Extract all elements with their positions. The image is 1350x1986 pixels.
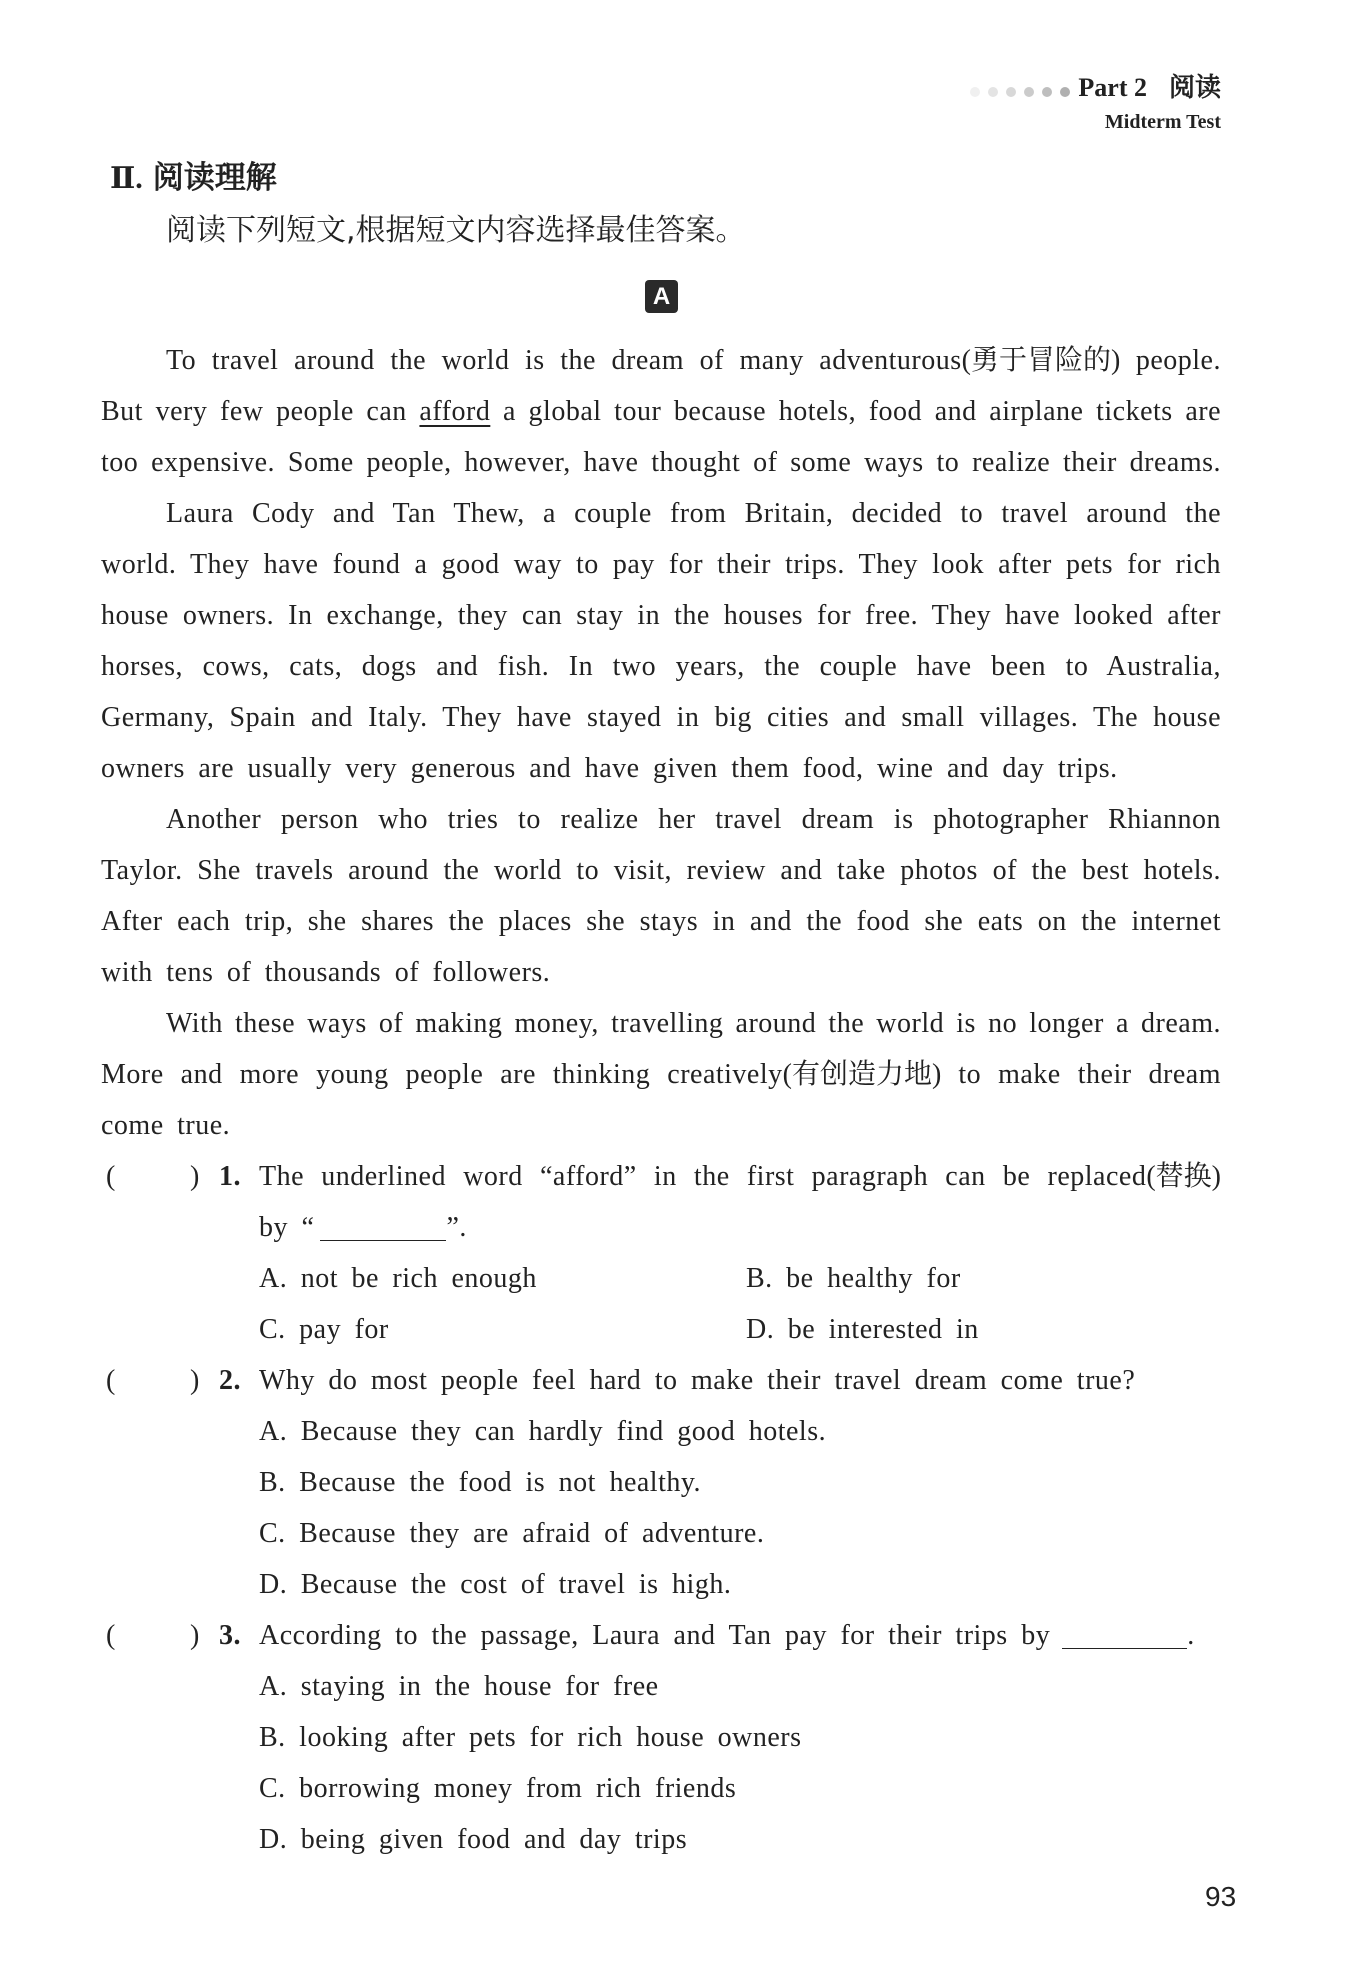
passage-line	[0, 998, 1350, 1049]
question-2	[0, 1355, 1350, 1610]
passage-line	[0, 1049, 1350, 1100]
question-stem-row	[0, 1151, 1350, 1202]
passage-line-text	[166, 335, 1221, 386]
question-1	[0, 1151, 1350, 1355]
question-text	[259, 1151, 1221, 1202]
passage-line-text: come true.	[101, 1110, 231, 1141]
header-section-label: 阅读	[1168, 73, 1221, 103]
page-header	[970, 72, 1221, 104]
section-title: 阅读理解	[152, 160, 277, 196]
passage-line-text: With these ways of making money, travelling around the world is no longer a dream.	[166, 1008, 1221, 1039]
circle-dot-icon	[1060, 87, 1070, 97]
paragraph	[0, 998, 1350, 1151]
line-text: a global tour because hotels, food and airplane tickets are	[490, 396, 1221, 427]
passage-line-text: Taylor. She travels around the world to visit, review and take photos of the best hotels.	[101, 855, 1221, 886]
passage-line	[0, 794, 1350, 845]
options-row	[0, 1814, 1350, 1865]
options-row	[0, 1406, 1350, 1457]
line-text: people.	[1120, 345, 1221, 376]
passage-line-text	[101, 1049, 1221, 1100]
options-row	[0, 1253, 1350, 1304]
header-subtitle: Midterm Test	[1104, 111, 1221, 133]
header-ornament	[970, 74, 1070, 106]
question-3	[0, 1610, 1350, 1865]
passage-line	[0, 437, 1350, 488]
section-instruction: 阅读下列短文,根据短文内容选择最佳答案。	[166, 213, 746, 248]
passage-line-text: owners are usually very generous and have given them food, wine and day trips.	[101, 753, 1118, 784]
passage-line	[0, 896, 1350, 947]
circle-dot-icon	[1006, 87, 1016, 97]
passage-line	[0, 590, 1350, 641]
answer-bracket-close: )	[190, 1161, 200, 1192]
passage-line-text: too expensive. Some people, however, have thought of some ways to realize their dreams.	[101, 447, 1221, 478]
passage-line-text: horses, cows, cats, dogs and fish. In two years, the couple have been to Australia,	[101, 651, 1221, 682]
passage-line	[0, 335, 1350, 386]
paragraph	[0, 335, 1350, 488]
options-row	[0, 1508, 1350, 1559]
passage-line	[0, 488, 1350, 539]
passage-line	[0, 386, 1350, 437]
option-d: D. be interested in	[746, 1314, 979, 1345]
question-stem-row	[0, 1355, 1350, 1406]
options-row	[0, 1661, 1350, 1712]
answer-bracket-open: (	[106, 1620, 116, 1651]
passage-line	[0, 1100, 1350, 1151]
continuation-after-blank: ”.	[446, 1212, 467, 1243]
paragraph	[0, 488, 1350, 794]
options-row	[0, 1559, 1350, 1610]
underlined-word: afford	[419, 396, 491, 427]
passage-line	[0, 947, 1350, 998]
options-row	[0, 1457, 1350, 1508]
option-a: A. staying in the house for free	[259, 1671, 659, 1702]
question-stem-row	[0, 1610, 1350, 1661]
passage-line-text: Another person who tries to realize her travel dream is photographer Rhiannon	[166, 804, 1221, 835]
passage-line-text: house owners. In exchange, they can stay in the houses for free. They have looked after	[101, 600, 1221, 631]
question-number: 2.	[219, 1365, 241, 1396]
passage-line	[0, 641, 1350, 692]
question-text-before-blank: According to the passage, Laura and Tan pay for their trips by	[259, 1620, 1051, 1651]
question-text: Why do most people feel hard to make their travel dream come true?	[259, 1365, 1136, 1396]
question-number: 1.	[219, 1161, 241, 1192]
passage-line-text: Germany, Spain and Italy. They have stayed in big cities and small villages. The house	[101, 702, 1221, 733]
option-a: A. Because they can hardly find good hotels.	[259, 1416, 827, 1447]
section-number: Ⅱ.	[110, 162, 143, 195]
answer-bracket-open: (	[106, 1161, 116, 1192]
passage-line-text: world. They have found a good way to pay for their trips. They look after pets for rich	[101, 549, 1221, 580]
option-b: B. looking after pets for rich house owners	[259, 1722, 802, 1753]
continuation-before-blank: by “	[259, 1212, 315, 1243]
option-d: D. Because the cost of travel is high.	[259, 1569, 732, 1600]
header-part-label: Part 2	[1078, 73, 1147, 102]
passage-line	[0, 743, 1350, 794]
chinese-gloss: (有创造力地)	[782, 1059, 942, 1090]
line-text: More and more young people are thinking creatively	[101, 1059, 783, 1090]
passage-line-text: After each trip, she shares the places she stays in and the food she eats on the internet	[101, 906, 1221, 937]
question-number: 3.	[219, 1620, 241, 1651]
paragraph	[0, 794, 1350, 998]
page-number: 93	[1205, 1881, 1237, 1912]
line-text: To travel around the world is the dream of many adventurous	[166, 345, 962, 376]
passage-line-text: with tens of thousands of followers.	[101, 957, 551, 988]
options-row	[0, 1763, 1350, 1814]
options-row	[0, 1304, 1350, 1355]
option-c: C. borrowing money from rich friends	[259, 1773, 737, 1804]
circle-dot-icon	[1024, 87, 1034, 97]
reading-content	[0, 335, 1350, 1865]
answer-bracket-close: )	[190, 1365, 200, 1396]
chinese-gloss: (替换)	[1146, 1161, 1221, 1192]
passage-line-text	[101, 386, 1221, 437]
question-text-after-blank: .	[1187, 1620, 1195, 1651]
question-continuation	[259, 1202, 467, 1253]
answer-blank	[1062, 1628, 1187, 1649]
passage-label-badge: A	[645, 280, 678, 313]
options-row	[0, 1712, 1350, 1763]
answer-blank	[320, 1220, 446, 1241]
question-text-main: The underlined word “afford” in the first paragraph can be replaced	[259, 1161, 1147, 1192]
option-c: C. pay for	[259, 1314, 389, 1345]
passage-line	[0, 539, 1350, 590]
line-text: But very few people can	[101, 396, 420, 427]
passage-line	[0, 692, 1350, 743]
question-continuation-row	[0, 1202, 1350, 1253]
option-d: D. being given food and day trips	[259, 1824, 688, 1855]
option-b: B. Because the food is not healthy.	[259, 1467, 702, 1498]
line-text: to make their dream	[941, 1059, 1221, 1090]
answer-bracket-close: )	[190, 1620, 200, 1651]
option-c: C. Because they are afraid of adventure.	[259, 1518, 765, 1549]
section-heading	[110, 160, 277, 202]
circle-dot-icon	[970, 87, 980, 97]
passage-line-text: Laura Cody and Tan Thew, a couple from Britain, decided to travel around the	[166, 498, 1221, 529]
option-b: B. be healthy for	[746, 1263, 961, 1294]
chinese-gloss: (勇于冒险的)	[961, 345, 1121, 376]
passage-line	[0, 845, 1350, 896]
option-a: A. not be rich enough	[259, 1263, 537, 1294]
circle-dot-icon	[1042, 87, 1052, 97]
question-text	[259, 1610, 1195, 1661]
circle-dot-icon	[988, 87, 998, 97]
answer-bracket-open: (	[106, 1365, 116, 1396]
